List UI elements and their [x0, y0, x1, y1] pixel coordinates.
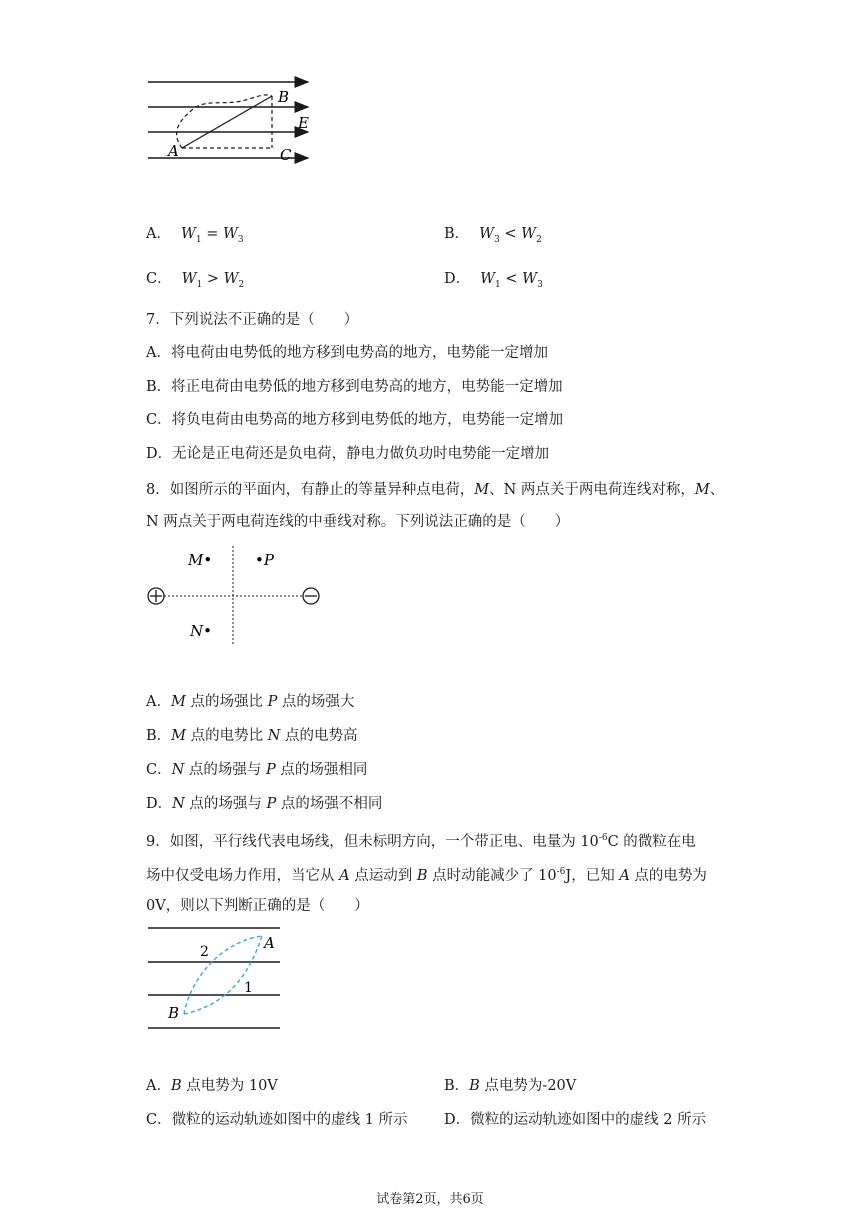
label-C: C: [280, 146, 292, 164]
q6-option-d[interactable]: D． $W_1 < W_3$: [444, 271, 543, 290]
q8-option-b[interactable]: B．M 点的电势比 N 点的电势高: [146, 728, 358, 744]
label-A: A: [168, 142, 179, 160]
label-1: 1: [244, 980, 253, 996]
q7-option-c[interactable]: C．将负电荷由电势高的地方移到电势低的地方，电势能一定增加: [146, 412, 564, 428]
negative-charge-icon: [303, 588, 319, 604]
trajectory-1: [184, 936, 262, 1014]
q9-option-d[interactable]: D．微粒的运动轨迹如图中的虚线 2 所示: [444, 1112, 707, 1128]
q7-stem: 7．下列说法不正确的是（ ）: [146, 312, 359, 328]
label-N: N•: [190, 622, 212, 640]
page-footer: 试卷第2页，共6页: [376, 1192, 484, 1207]
label-2: 2: [200, 944, 209, 960]
label-M: M•: [188, 551, 213, 569]
q9-stem-line3: 0V，则以下判断正确的是（ ）: [146, 898, 369, 914]
label-E: E: [298, 114, 309, 132]
q6-option-b[interactable]: B． $W_3 < W_2$: [444, 226, 542, 245]
q6-option-a[interactable]: A． $W_1 = W_3$: [146, 226, 244, 245]
q9-stem-line2: 场中仅受电场力作用，当它从 A 点运动到 B 点时动能减少了 $10^{-6}J$，已知 A 点的电势为: [146, 867, 707, 884]
q8-charges-figure: [140, 540, 330, 650]
label-B: B: [278, 88, 290, 106]
q8-option-c[interactable]: C．N 点的场强与 P 点的场强相同: [146, 762, 368, 778]
curved-path: [177, 95, 272, 148]
label-A: A: [264, 934, 275, 952]
q9-trajectory-figure: [140, 922, 290, 1034]
q6-field-figure: [140, 70, 330, 170]
label-P: •P: [255, 551, 274, 569]
q7-option-b[interactable]: B．将正电荷由电势低的地方移到电势高的地方，电势能一定增加: [146, 379, 563, 395]
q7-option-a[interactable]: A．将电荷由电势低的地方移到电势高的地方，电势能一定增加: [146, 345, 548, 361]
q6-option-c[interactable]: C． $W_1 > W_2$: [146, 271, 245, 290]
label-B: B: [168, 1004, 180, 1022]
q9-option-c[interactable]: C．微粒的运动轨迹如图中的虚线 1 所示: [146, 1112, 408, 1128]
q8-option-a[interactable]: A．M 点的场强比 P 点的场强大: [146, 694, 355, 710]
q9-stem-line1: 9．如图，平行线代表电场线，但未标明方向，一个带正电、电量为 $10^{-6}C$ 的微粒在电: [146, 833, 696, 850]
trajectory-2: [184, 936, 262, 1014]
positive-charge-icon: [148, 588, 164, 604]
q7-option-d[interactable]: D．无论是正电荷还是负电荷，静电力做负功时电势能一定增加: [146, 446, 550, 462]
q8-option-d[interactable]: D．N 点的场强与 P 点的场强不相同: [146, 796, 383, 812]
q8-stem-line2: N 两点关于两电荷连线的中垂线对称。下列说法正确的是（ ）: [146, 514, 570, 530]
q9-option-b[interactable]: B．B 点电势为-20V: [444, 1078, 577, 1094]
straight-path-AB: [182, 96, 272, 148]
q8-stem-line1: 8．如图所示的平面内，有静止的等量异种点电荷，M、N 两点关于两电荷连线对称，M、: [146, 482, 725, 498]
q9-option-a[interactable]: A．B 点电势为 10V: [146, 1078, 278, 1094]
